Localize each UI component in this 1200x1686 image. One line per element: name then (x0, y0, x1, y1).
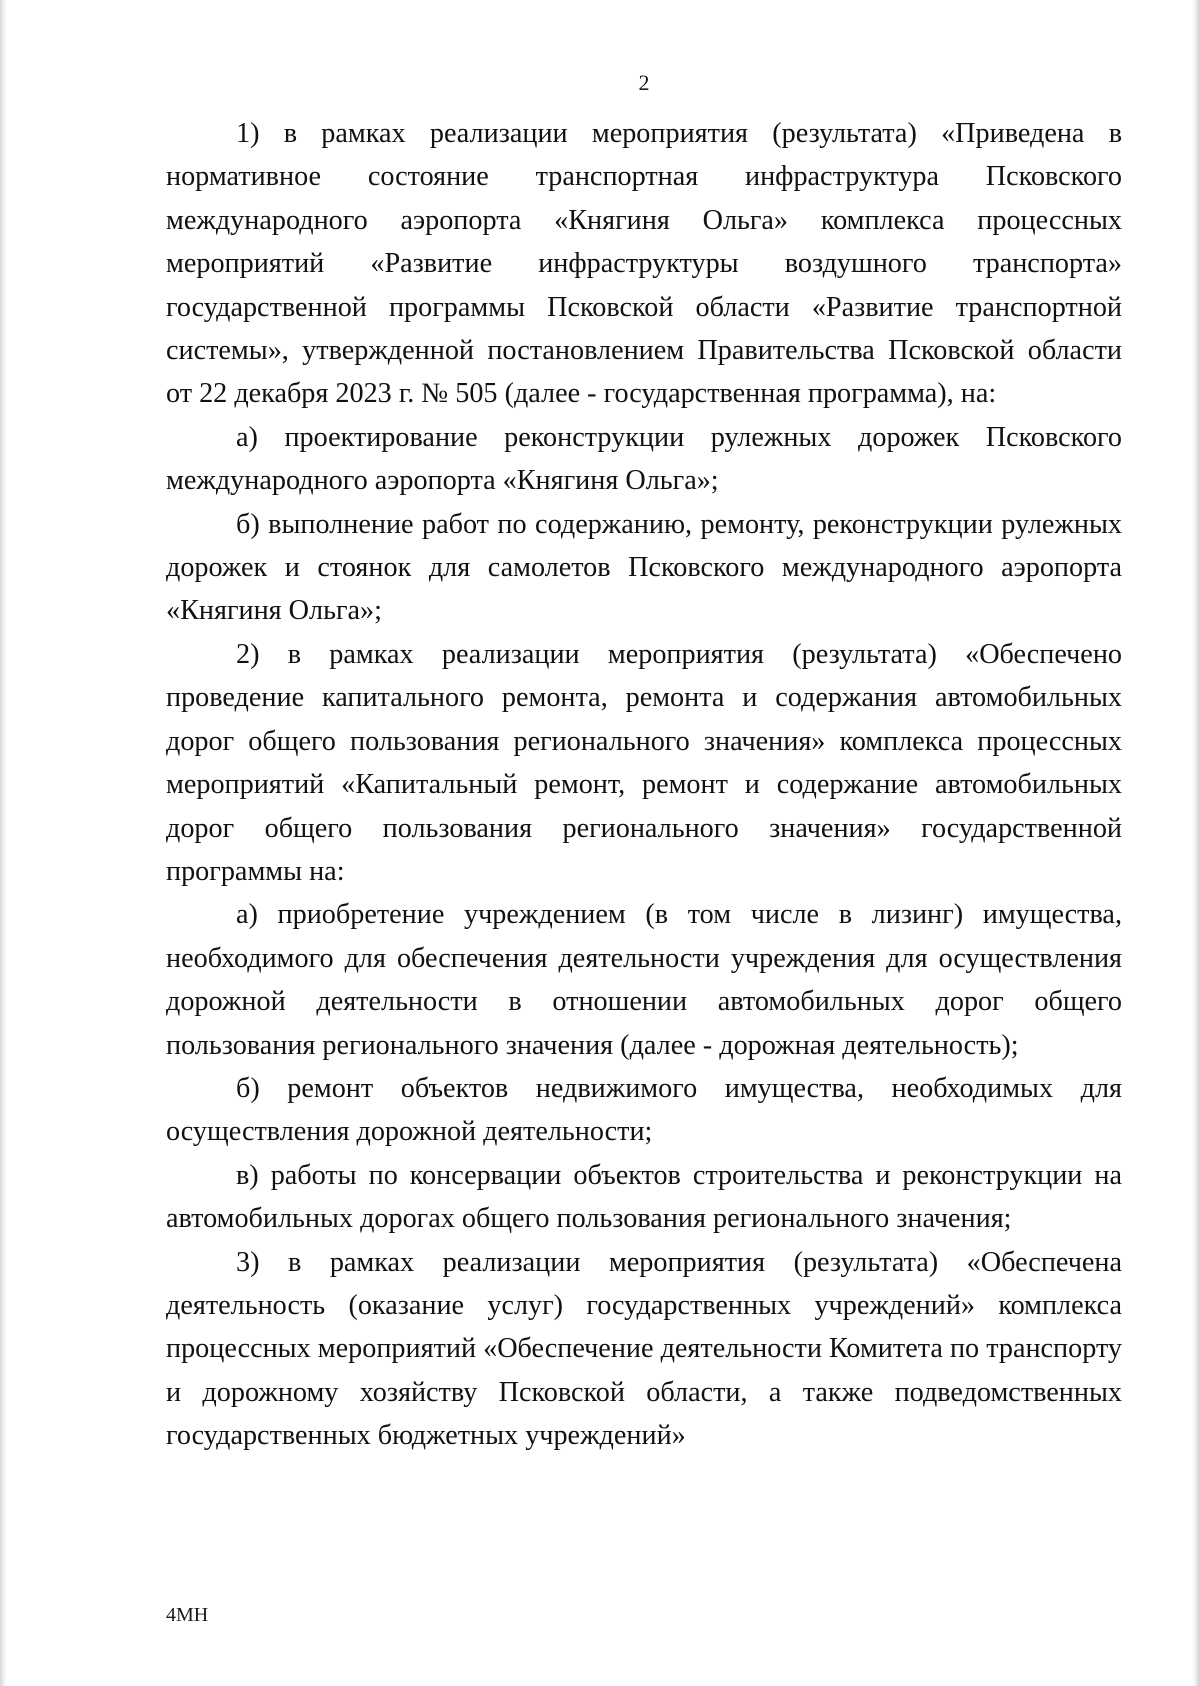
paragraph-subitem-1a: а) проектирование реконструкции рулежных дорожек Псковского международного аэропорта «Княгиня Ольга»; (166, 421, 1122, 497)
scan-edge-left (0, 0, 7, 1686)
paragraph-item-2: 2) в рамках реализации мероприятия (результата) «Обеспечено проведение капитального ремонта, ремонта и содержания автомобильных дорог общего пользования регионального значения» комплекса процессных мероприятий «Капитальный ремонт, ремонт и содержание автомобильных дорог общего пользования регионального значения» государственной программы на: (166, 638, 1122, 887)
paragraph-subitem-2a: а) приобретение учреждением (в том числе в лизинг) имущества, необходимого для обеспечения деятельности учреждения для осуществления дорожной деятельности в отношении автомобильных дорог общего пользования регионального значения (далее - дорожная деятельность); (166, 899, 1122, 1061)
scan-edge-right (1192, 0, 1200, 1686)
paragraph-subitem-1b: б) выполнение работ по содержанию, ремонту, реконструкции рулежных дорожек и стоянок для самолетов Псковского международного аэропорта «Княгиня Ольга»; (166, 508, 1122, 627)
page-number: 2 (638, 70, 650, 95)
document-body (166, 112, 1122, 1458)
paragraph-subitem-2c: в) работы по консервации объектов строительства и реконструкции на автомобильных дорогах общего пользования регионального значения; (166, 1159, 1122, 1235)
paragraph-item-1: 1) в рамках реализации мероприятия (результата) «Приведена в нормативное состояние транспортная инфраструктура Псковского международного аэропорта «Княгиня Ольга» комплекса процессных мероприятий «Развитие инфраструктуры воздушного транспорта» государственной программы Псковской области «Развитие транспортной системы», утвержденной постановлением Правительства Псковской области от 22 декабря 2023 г. № 505 (далее - государственная программа), на: (166, 118, 1122, 410)
paragraph-subitem-2b: б) ремонт объектов недвижимого имущества, необходимых для осуществления дорожной деятельности; (166, 1072, 1122, 1148)
paragraph-item-3: 3) в рамках реализации мероприятия (результата) «Обеспечена деятельность (оказание услуг) государственных учреждений» комплекса процессных мероприятий «Обеспечение деятельности Комитета по транспорту и дорожному хозяйству Псковской области, а также подведомственных государственных бюджетных учреждений» (166, 1246, 1122, 1452)
footer-document-code: 4МН (166, 1604, 209, 1626)
